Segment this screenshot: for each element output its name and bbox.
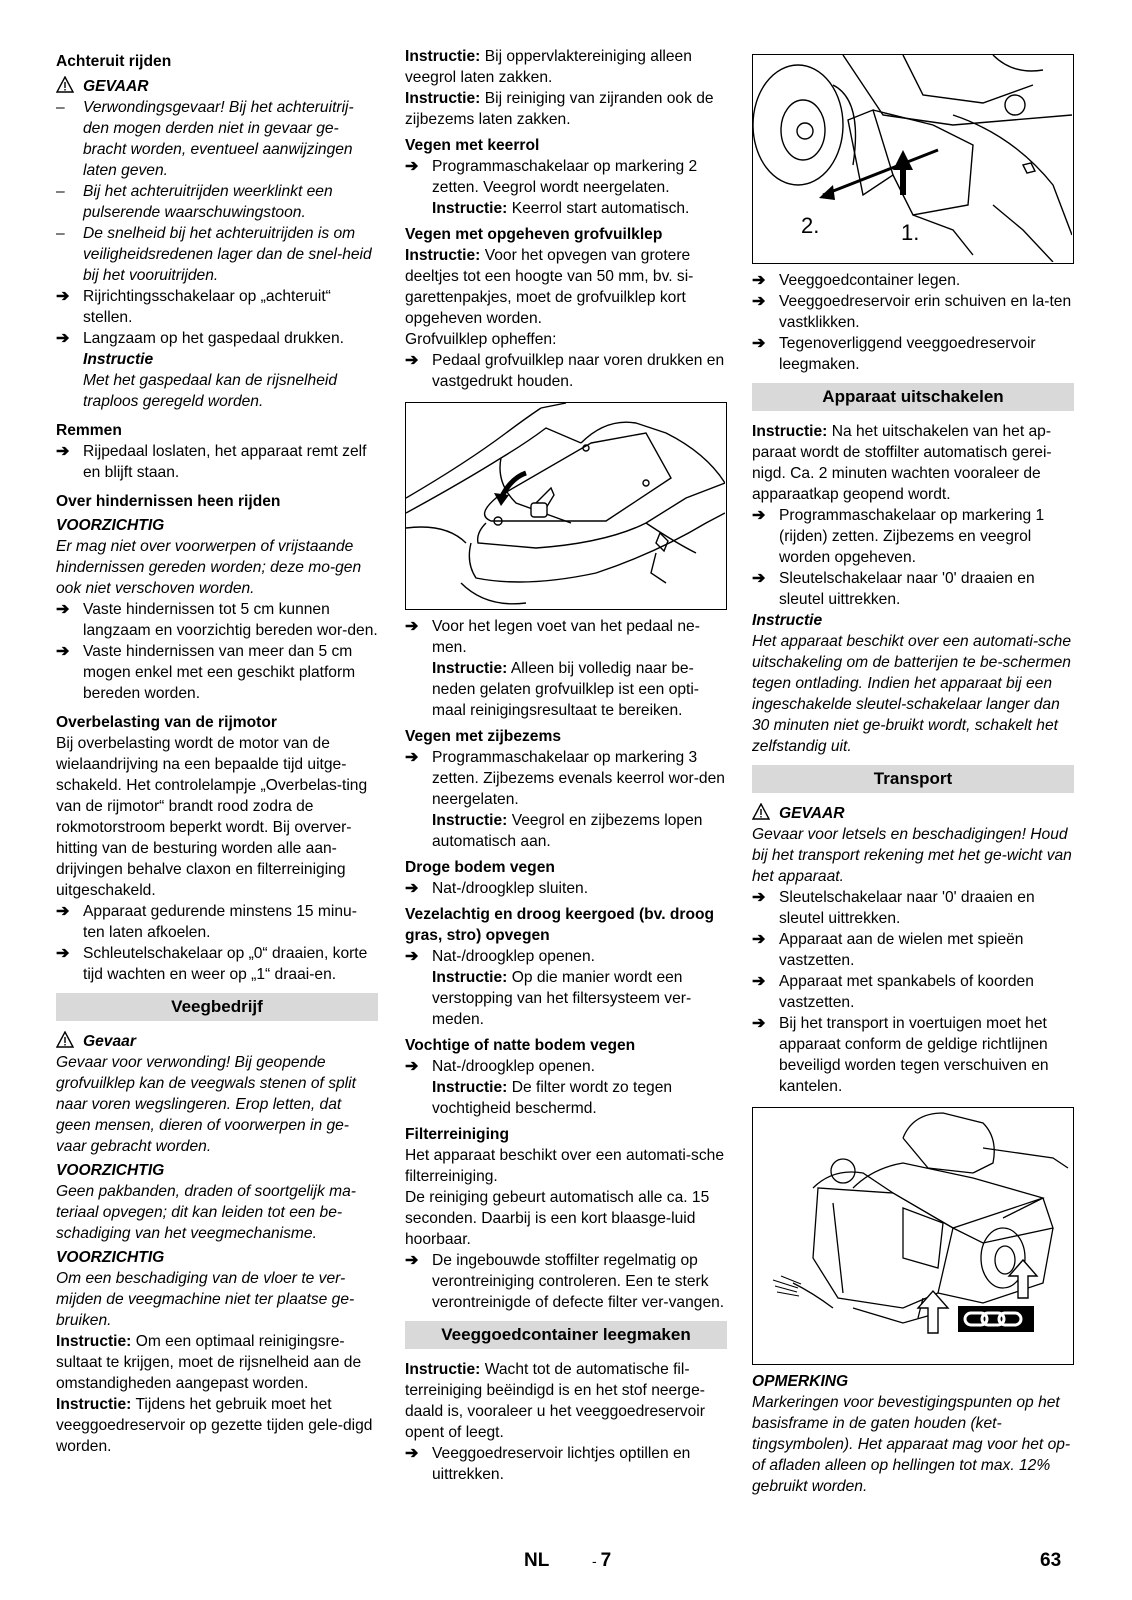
step-item: ➔ Nat-/droogklep openen. xyxy=(405,948,595,965)
right-arrow-icon: ➔ xyxy=(56,903,70,920)
right-arrow-icon: ➔ xyxy=(405,749,419,766)
right-arrow-icon: ➔ xyxy=(752,272,766,289)
instruction-text: Instructie: Bij oppervlaktereiniging alleen veegrol laten zakken. xyxy=(405,48,692,86)
figure-machine xyxy=(752,1107,1074,1365)
heading-remmen: Remmen xyxy=(56,422,122,439)
right-arrow-icon: ➔ xyxy=(752,335,766,352)
warning-triangle-icon xyxy=(56,76,74,99)
right-arrow-icon: ➔ xyxy=(56,945,70,962)
step-item: ➔ Nat-/droogklep sluiten. xyxy=(405,880,589,897)
right-arrow-icon: ➔ xyxy=(752,973,766,990)
step-item: ➔ De ingebouwde stoffilter regelmatig op verontreiniging controleren. Een te sterk verontreinigde of defecte filter ver-vangen. xyxy=(405,1252,725,1311)
right-arrow-icon: ➔ xyxy=(56,288,70,305)
instruction-text: Instructie: Alleen bij volledig naar be-neden gelaten grofvuilklep ist een opti-maal reinigingsresultaat te bereiken. xyxy=(432,660,700,719)
right-arrow-icon: ➔ xyxy=(405,1445,419,1462)
heading-achteruit-rijden: Achteruit rijden xyxy=(56,53,172,70)
step-item: ➔ Tegenoverliggend veeggoedreservoir leegmaken. xyxy=(752,335,1036,373)
instruction-text: Instructie: Op die manier wordt een verstopping van het filtersysteem ver-meden. xyxy=(432,969,692,1028)
list-item: – Bij het achteruitrijden weerklinkt een pulserende waarschuwingstoon. xyxy=(56,181,378,223)
remark-heading: OPMERKING xyxy=(752,1373,849,1390)
heading-keerrol: Vegen met keerrol xyxy=(405,137,540,154)
danger-text: Gevaar voor letsels en beschadigingen! Houd bij het transport rekening met het ge-wicht van het apparaat. xyxy=(752,826,1072,885)
heading-overbelasting: Overbelasting van de rijmotor xyxy=(56,714,277,731)
pedal-illustration xyxy=(406,403,725,608)
right-arrow-icon: ➔ xyxy=(405,1058,419,1075)
step-item: ➔ Pedaal grofvuilklep naar voren drukken en vastgedrukt houden. xyxy=(405,352,725,390)
step-item: ➔ Bij het transport in voertuigen moet het apparaat conform de geldige richtlijnen beveiligd worden tegen verschuiven en kantelen. xyxy=(752,1015,1049,1095)
section-bar-veeggoedcontainer: Veeggoedcontainer leegmaken xyxy=(405,1321,727,1349)
page-number: 63 xyxy=(1040,1550,1062,1571)
right-arrow-icon: ➔ xyxy=(56,601,70,618)
figure-container xyxy=(752,54,1074,264)
danger-text: Gevaar voor verwonding! Bij geopende grofvuilklep kan de veegwals stenen of split naar voren wegslingeren. Erop letten, dat geen mensen, dieren of voorwerpen in ge-vaar gebracht worden. xyxy=(56,1054,356,1155)
step-item: ➔ Sleutelschakelaar naar '0' draaien en sleutel uittrekken. xyxy=(752,570,1035,608)
step-item: ➔ Vaste hindernissen tot 5 cm kunnen langzaam en voorzichtig bereden wor-den. xyxy=(56,601,378,639)
figure-label-1: 1. xyxy=(901,220,920,245)
warning-triangle-icon xyxy=(56,1031,74,1054)
caution-text: Geen pakbanden, draden of soortgelijk ma-teriaal opvegen; dit kan leiden tot een be-schadiging van het veegmechanisme. xyxy=(56,1183,356,1242)
right-arrow-icon: ➔ xyxy=(752,507,766,524)
column-right xyxy=(752,46,1074,1497)
note-heading: Instructie xyxy=(752,612,823,629)
right-arrow-icon: ➔ xyxy=(405,1252,419,1269)
step-item: ➔ Programmaschakelaar op markering 2 zetten. Veegrol wordt neergelaten. xyxy=(405,158,698,196)
section-bar-transport: Transport xyxy=(752,765,1074,793)
instruction-text: Instructie: Voor het opvegen van grotere deeltjes tot een hoogte van 50 mm, bv. si-garettenpakjes, moet de grofvuilklep kort opgeheven worden. xyxy=(405,247,694,327)
step-item: ➔ Vaste hindernissen van meer dan 5 cm mogen enkel met een geschikt platform bereden worden. xyxy=(56,643,356,702)
right-arrow-icon: ➔ xyxy=(56,443,70,460)
step-item: ➔ Sleutelschakelaar naar '0' draaien en sleutel uittrekken. xyxy=(752,889,1035,927)
language-code: NL xyxy=(524,1550,550,1571)
figure-pedal xyxy=(405,402,727,610)
heading-vezelachtig: Vezelachtig en droog keergoed (bv. droog gras, stro) opvegen xyxy=(405,906,715,944)
step-item: ➔ Veeggoedreservoir lichtjes optillen en uittrekken. xyxy=(405,1445,691,1483)
caution-text: Om een beschadiging van de vloer te ver-mijden de veegmachine niet ter plaatse ge-bruiken. xyxy=(56,1270,355,1329)
right-arrow-icon: ➔ xyxy=(752,931,766,948)
step-item: ➔ Nat-/droogklep openen. xyxy=(405,1058,595,1075)
caution-text: Er mag niet over voorwerpen of vrijstaande hindernissen gereden worden; deze mo-gen ook niet verschoven worden. xyxy=(56,538,362,597)
caution-label: VOORZICHTIG xyxy=(56,1162,165,1179)
right-arrow-icon: ➔ xyxy=(752,1015,766,1032)
instruction-text: Instructie: Bij reiniging van zijranden ook de zijbezems laten zakken. xyxy=(405,90,714,128)
step-item: ➔ Schleutelschakelaar op „0“ draaien, korte tijd wachten en weer op „1“ draai-en. xyxy=(56,945,368,983)
note-text: Het apparaat beschikt over een automati-sche uitschakeling om de batterijen te be-schermen tegen ontlading. Indien het apparaat bij een ingeschakelde sleutel-schakelaar langer dan 30 minuten niet ge-bruikt wordt, schakelt het zelfstandig uit. xyxy=(752,633,1071,755)
figure-label-2: 2. xyxy=(801,213,820,238)
right-arrow-icon: ➔ xyxy=(405,880,419,897)
container-illustration xyxy=(753,55,1072,262)
instruction-text: Instructie: Keerrol start automatisch. xyxy=(432,200,690,217)
instruction-text: Instructie: Om een optimaal reinigingsre-sultaat te krijgen, moet de rijsnelheid aan de omstandigheden aangepast worden. xyxy=(56,1333,362,1392)
instruction-text: Instructie: Wacht tot de automatische fil-terreiniging beëindigd is en het stof neerge-daald is, vooraleer u het veeggoedreservoir opent of leegt. xyxy=(405,1361,705,1441)
heading-natte-bodem: Vochtige of natte bodem vegen xyxy=(405,1037,636,1054)
instruction-text: Instructie: Veegrol en zijbezems lopen automatisch aan. xyxy=(432,812,703,850)
instruction-text: Instructie: Tijdens het gebruik moet het veeggoedreservoir op gezette tijden gele-digd worden. xyxy=(56,1396,373,1455)
step-item: ➔ Rijpedaal loslaten, het apparaat remt zelf en blijft staan. xyxy=(56,443,367,481)
note-text: Met het gaspedaal kan de rijsnelheid traploos geregeld worden. xyxy=(83,372,337,410)
step-item: ➔ Langzaam op het gaspedaal drukken. xyxy=(56,330,344,347)
list-item: – De snelheid bij het achteruitrijden is om veiligheidsredenen lager dan de snel-heid bij het vooruitrijden. xyxy=(56,223,378,286)
heading-grofvuilklep: Vegen met opgeheven grofvuilklep xyxy=(405,226,663,243)
heading-hindernissen: Over hindernissen heen rijden xyxy=(56,493,281,510)
right-arrow-icon: ➔ xyxy=(405,618,419,635)
step-item: ➔ Rijrichtingsschakelaar op „achteruit“ stellen. xyxy=(56,288,331,326)
remark-text: Markeringen voor bevestigingspunten op het basisframe in de gaten houden (ket-tingsymbolen). Het apparaat mag voor het op- of afladen alleen op hellingen tot max. 12% gebruikt worden. xyxy=(752,1394,1071,1495)
section-bar-veegbedrijf: Veegbedrijf xyxy=(56,993,378,1021)
instruction-text: Instructie: Na het uitschakelen van het ap-paraat wordt de stoffilter automatisch gerei-nigd. Ca. 2 minuten wachten vooraleer de apparaatkap geopend wordt. xyxy=(752,423,1052,503)
danger-label: GEVAAR xyxy=(56,76,378,97)
right-arrow-icon: ➔ xyxy=(752,889,766,906)
danger-label: GEVAAR xyxy=(752,803,1074,824)
page-footer xyxy=(0,1550,1132,1580)
sweeper-illustration xyxy=(753,1108,1072,1363)
body-text: Grofvuilklep opheffen: xyxy=(405,331,557,348)
step-item: ➔ Voor het legen voet van het pedaal ne-men. xyxy=(405,618,700,656)
heading-droge-bodem: Droge bodem vegen xyxy=(405,859,555,876)
step-item: ➔ Apparaat met spankabels of koorden vastzetten. xyxy=(752,973,1034,1011)
right-arrow-icon: ➔ xyxy=(405,352,419,369)
step-item: ➔ Apparaat gedurende minstens 15 minu-ten laten afkoelen. xyxy=(56,903,357,941)
right-arrow-icon: ➔ xyxy=(405,158,419,175)
column-middle xyxy=(405,46,727,1485)
right-arrow-icon: ➔ xyxy=(56,643,70,660)
step-item: ➔ Veeggoedcontainer legen. xyxy=(752,272,961,289)
body-text: Het apparaat beschikt over een automati-sche filterreiniging. xyxy=(405,1147,724,1185)
right-arrow-icon: ➔ xyxy=(405,948,419,965)
step-item: ➔ Apparaat aan de wielen met spieën vastzetten. xyxy=(752,931,1024,969)
step-item: ➔ Programmaschakelaar op markering 3 zetten. Zijbezems evenals keerrol wor-den neergelaten. xyxy=(405,749,725,808)
heading-filterreiniging: Filterreiniging xyxy=(405,1126,509,1143)
column-left xyxy=(56,46,378,1457)
local-page-number: - 7 xyxy=(592,1550,612,1571)
step-item: ➔ Programmaschakelaar op markering 1 (rijden) zetten. Zijbezems en veegrol worden opgeheven. xyxy=(752,507,1045,566)
right-arrow-icon: ➔ xyxy=(56,330,70,347)
caution-label: VOORZICHTIG xyxy=(56,1249,165,1266)
warning-triangle-icon xyxy=(752,803,770,826)
list-item: – Verwondingsgevaar! Bij het achteruitrij-den mogen derden niet in gevaar ge-bracht worden, eventueel aanwijzingen laten geven. xyxy=(56,97,378,181)
instruction-text: Instructie: De filter wordt zo tegen vochtigheid beschermd. xyxy=(432,1079,673,1117)
body-text: Bij overbelasting wordt de motor van de wielaandrijving na een bepaalde tijd uitge-schakeld. Het controlelampje „Overbelas-ting van de rijmotor“ brandt rood zodra de rokmotorstroom beperkt wordt. Bij overver-hitting van de besturing worden alle aan-drijvingen behalve claxon en filterreiniging uitgeschakeld. xyxy=(56,735,368,899)
right-arrow-icon: ➔ xyxy=(752,293,766,310)
danger-label: Gevaar xyxy=(56,1031,378,1052)
body-text: De reiniging gebeurt automatisch alle ca. 15 seconden. Daarbij is een kort blaasge-luid hoorbaar. xyxy=(405,1189,710,1248)
caution-label: VOORZICHTIG xyxy=(56,517,165,534)
section-bar-uitschakelen: Apparaat uitschakelen xyxy=(752,383,1074,411)
note-heading: Instructie xyxy=(83,351,154,368)
right-arrow-icon: ➔ xyxy=(752,570,766,587)
heading-zijbezems: Vegen met zijbezems xyxy=(405,728,561,745)
step-item: ➔ Veeggoedreservoir erin schuiven en la-ten vastklikken. xyxy=(752,293,1072,331)
